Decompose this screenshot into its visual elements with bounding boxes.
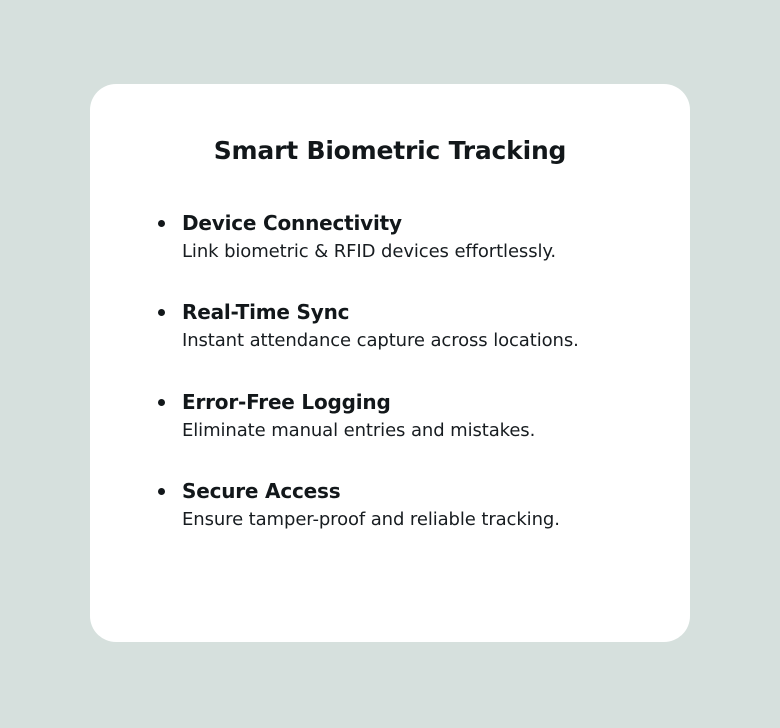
bullet-icon bbox=[158, 220, 165, 227]
list-item bbox=[136, 479, 644, 532]
bullet-icon bbox=[158, 399, 165, 406]
feature-title: Real-Time Sync bbox=[182, 300, 350, 325]
feature-description: Link biometric & RFID devices effortlessly. bbox=[182, 241, 556, 262]
feature-title: Secure Access bbox=[182, 478, 341, 503]
bullet-icon bbox=[158, 488, 165, 495]
feature-description: Ensure tamper-proof and reliable tracking. bbox=[182, 508, 560, 530]
list-item bbox=[136, 390, 644, 443]
feature-description: Eliminate manual entries and mistakes. bbox=[182, 419, 536, 441]
page-title: Smart Biometric Tracking bbox=[213, 136, 567, 165]
list-item bbox=[136, 211, 644, 264]
feature-title: Error-Free Logging bbox=[182, 389, 391, 414]
list-item bbox=[136, 300, 644, 353]
feature-description: Instant attendance capture across locations. bbox=[182, 330, 579, 352]
feature-list bbox=[136, 211, 644, 532]
bullet-icon bbox=[158, 309, 165, 316]
feature-title: Device Connectivity bbox=[182, 211, 402, 235]
feature-card bbox=[90, 84, 690, 642]
